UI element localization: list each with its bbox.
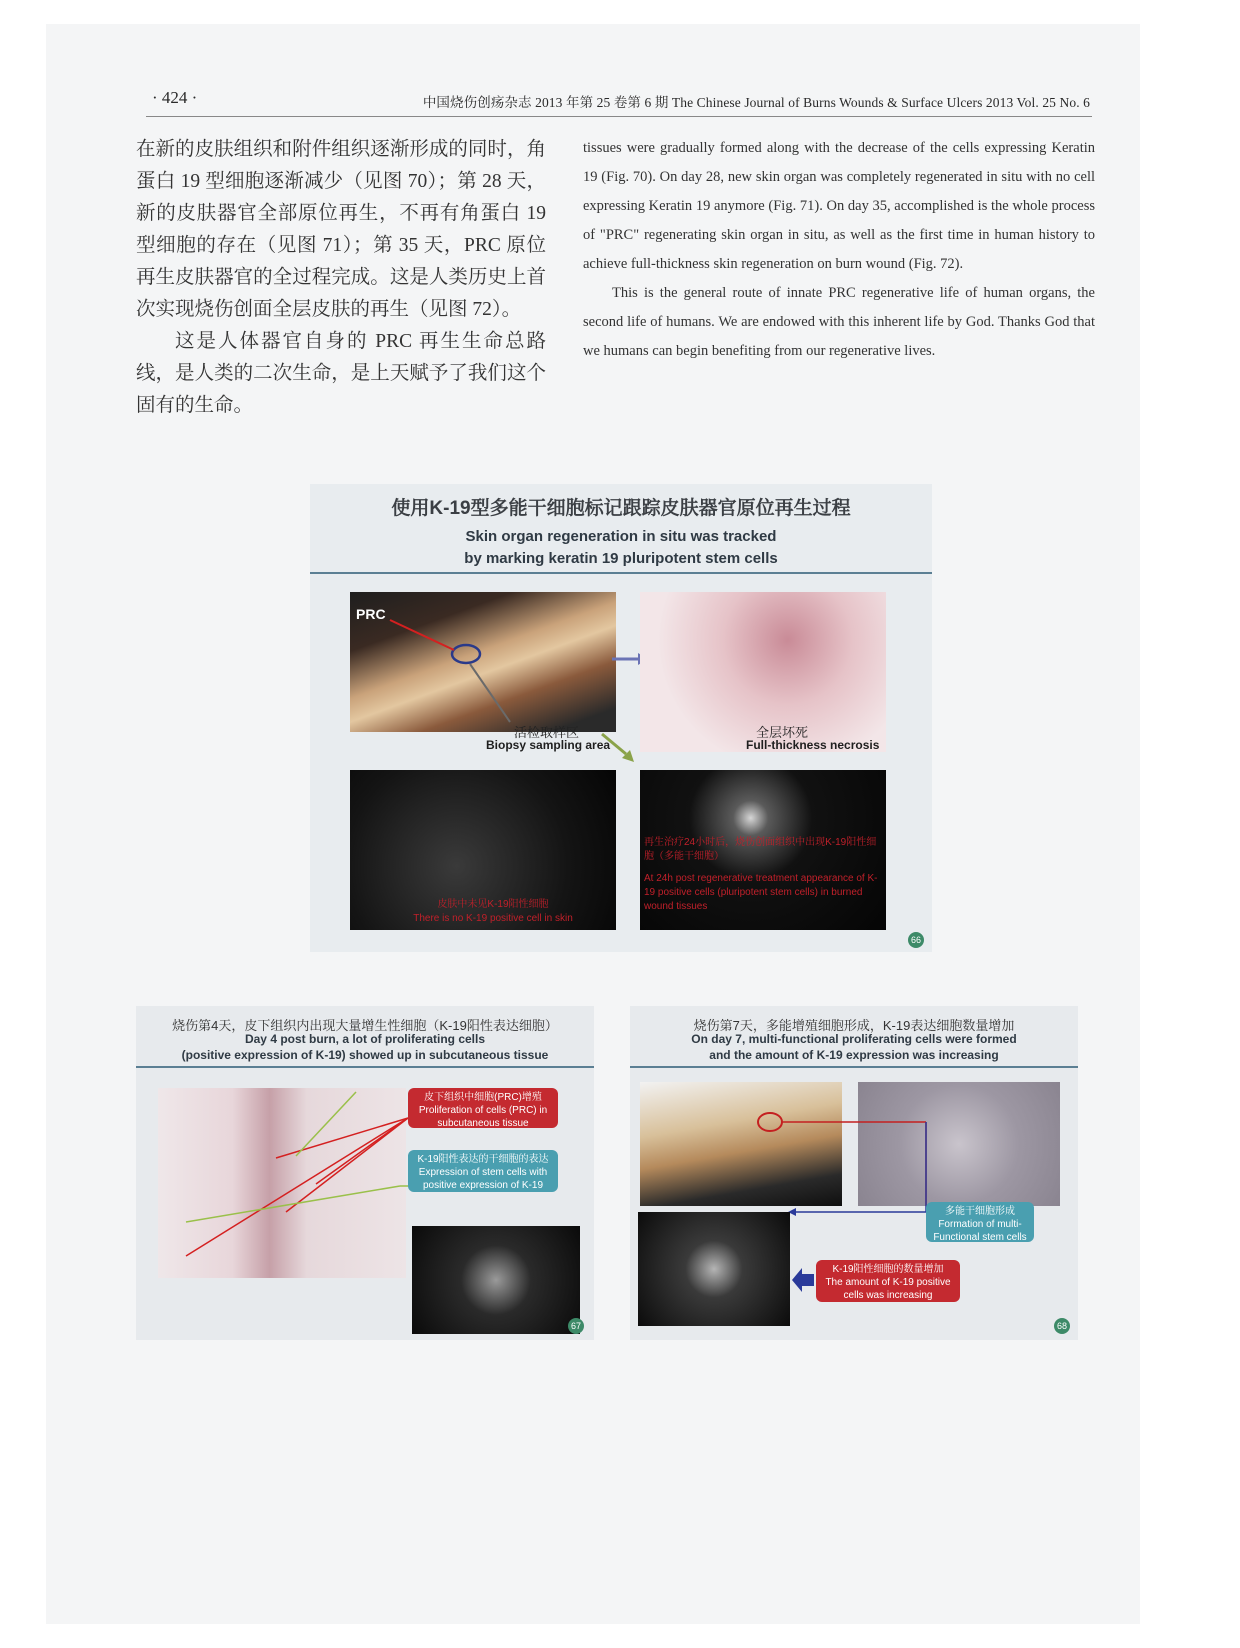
running-header [146,88,1092,117]
k19-expression-label-cn: K-19阳性表达的干细胞的表达 [417,1154,549,1165]
k19-expression-label [408,1150,558,1192]
figure-66-rule [310,572,932,574]
k19-increase-label [816,1260,960,1302]
figure-66-title-en-line1: Skin organ regeneration in situ was tracked [465,528,777,545]
k19-expression-label-en: Expression of stem cells with positive expression of K-19 [418,1167,548,1191]
english-paragraph-1: tissues were gradually formed along with the decrease of the cells expressing Keratin 19 (Fig. 70). On day 28, new skin organ was completely regenerated in situ with no cell expressing Keratin 19 anymore (Fig. 71). On day 35, accomplished is the whole process of "PRC" regenerating skin organ in situ, as well as the first time in human history to achieve full-thickness skin regeneration on burn wound (Fig. 72). [583,140,1095,272]
figure-66-title-en-line2: by marking keratin 19 pluripotent stem cells [464,550,778,567]
multifunctional-stem-cells-label-cn: 多能干细胞形成 [945,1206,1015,1217]
figure-67-number: 67 [568,1318,584,1334]
dark2-caption-cn: 再生治疗24小时后，烧伤创面组织中出现K-19阳性细胞（多能干细胞） [644,837,877,862]
multifunctional-stem-cells-label-en: Formation of multi-Functional stem cells [933,1219,1027,1243]
figure-66 [310,484,932,952]
day7-fluorescence-micrograph [638,1212,790,1326]
prc-proliferation-label [408,1088,558,1128]
biopsy-caption-en: Biopsy sampling area [486,738,611,752]
figure-68-title-en-line1: On day 7, multi-functional proliferating cells were formed [691,1032,1017,1046]
surgery-overlay [350,592,616,732]
biopsy-pointer-line [470,664,510,722]
multifunctional-stem-cells-label [926,1202,1034,1242]
chinese-paragraph-1: 在新的皮肤组织和附件组织逐渐形成的同时，角蛋白 19 型细胞逐渐减少（见图 70）；第 28 天，新的皮肤器官全部原位再生，不再有角蛋白 19 型细胞的存在（见图 71）；第 35 天，PRC 原位再生皮肤器官的全过程完成。这是人类历史上首次实现烧伤创面全层皮肤的再生（见图 72）。 [136,139,546,320]
dark2-caption-en: At 24h post regenerative treatment appearance of K-19 positive cells (pluripotent stem cells) in burned wound tissues [644,873,878,912]
page-number: · 424 · [152,88,198,107]
k19-increase-label-en: The amount of K-19 positive cells was increasing [825,1277,951,1301]
figure-67-title-en-line2: (positive expression of K-19) showed up in subcutaneous tissue [181,1048,549,1062]
figure-67 [136,1006,594,1340]
prc-proliferation-label-en: Proliferation of cells (PRC) in subcutaneous tissue [418,1105,548,1129]
chinese-column [136,134,546,422]
figure-68-title-en-line2: and the amount of K-19 expression was increasing [709,1048,999,1062]
figure-68-number: 68 [1054,1318,1070,1334]
figure-68-title-cn: 烧伤第7天，多能增殖细胞形成，K-19表达细胞数量增加 [693,1018,1015,1033]
necrosis-caption-en: Full-thickness necrosis [746,738,880,752]
figure-66-number: 66 [908,932,924,948]
figure-66-title-en [310,526,932,570]
k19-fluorescence-micrograph [412,1226,580,1334]
surgery-photo [350,592,616,732]
journal-title: 中国烧伤创疡杂志 2013 年第 25 卷第 6 期 The Chinese Journal of Burns Wounds & Surface Ulcers 2013 Vol. 25 No. 6 [422,95,1090,110]
dark1-caption-en: There is no K-19 positive cell in skin [413,913,573,924]
prc-pointer-line [390,620,454,650]
english-paragraph-2: This is the general route of innate PRC regenerative life of human organs, the second life of humans. We are endowed with this inherent life by God. Thanks God that we humans can begin benefiting from our regenerative lives. [583,285,1095,359]
prc-proliferation-label-cn: 皮下组织中细胞(PRC)增殖 [424,1092,542,1103]
figure-67-title-cn: 烧伤第4天，皮下组织内出现大量增生性细胞（K-19阳性表达细胞） [172,1018,558,1033]
biopsy-circle-marker [452,645,480,663]
figure-67-title-en-line1: Day 4 post burn, a lot of proliferating cells [244,1032,486,1046]
necrosis-caption-cn: 全层坏死 [756,725,809,740]
figure-66-title-cn: 使用K-19型多能干细胞标记跟踪皮肤器官原位再生过程 [391,498,851,519]
english-column [583,134,1095,366]
left-arrow-icon [792,1268,816,1292]
figure-68 [630,1006,1078,1340]
prc-label: PRC [356,606,386,622]
chinese-paragraph-2: 这是人体器官自身的 PRC 再生生命总路线，是人类的二次生命，是上天赋予了我们这个固有的生命。 [136,331,546,416]
biopsy-caption-cn: 活检取样区 [514,725,580,740]
dark1-caption-cn: 皮肤中未见K-19阳性细胞 [437,899,549,910]
k19-increase-label-cn: K-19阳性细胞的数量增加 [832,1264,944,1275]
